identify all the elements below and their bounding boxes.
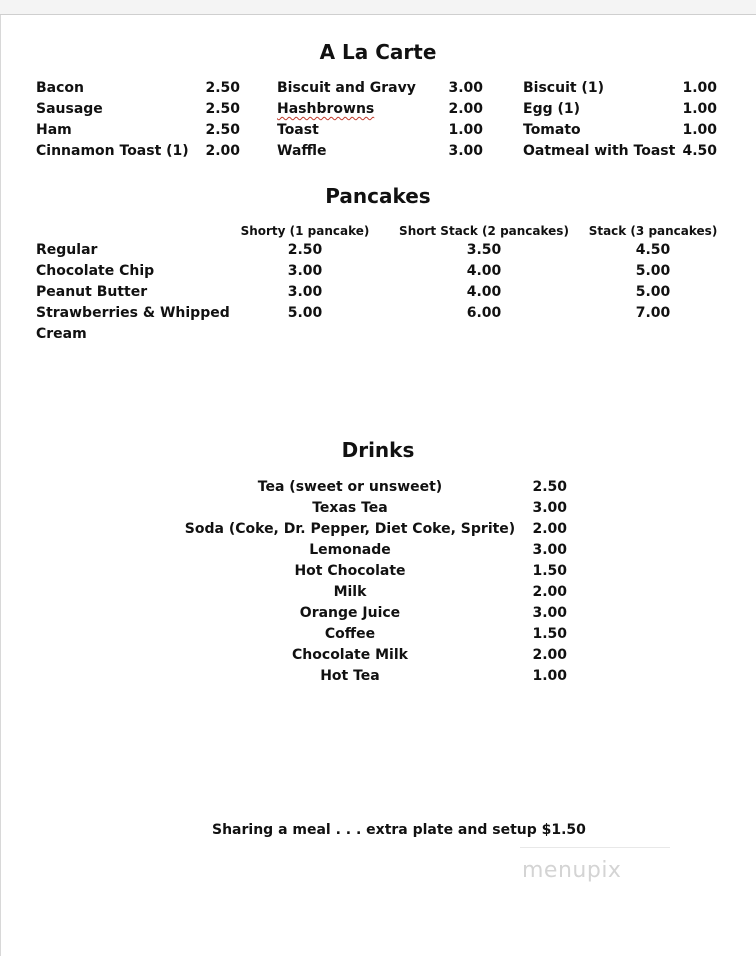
pancake-price: 4.00 <box>466 263 502 279</box>
drink-price: 1.50 <box>532 563 567 579</box>
pancake-price: 5.00 <box>635 284 671 300</box>
pancake-name-continued: Cream <box>36 326 87 342</box>
menu-item-name: Egg (1) <box>523 101 581 117</box>
menu-item-price: 2.50 <box>205 122 240 138</box>
pancake-price: 2.50 <box>287 242 323 258</box>
menu-item-price: 2.00 <box>448 101 483 117</box>
menu-item-name: Biscuit (1) <box>523 80 604 96</box>
drink-name: Coffee <box>324 626 376 642</box>
menu-item-name: Oatmeal with Toast <box>523 143 676 159</box>
menu-item-name: Hashbrowns <box>277 101 375 117</box>
drink-price: 2.00 <box>532 521 567 537</box>
watermark-rule <box>520 847 670 848</box>
menu-item-price: 3.00 <box>448 143 483 159</box>
menu-item-price: 4.50 <box>682 143 717 159</box>
pancakes-heading: Pancakes <box>325 184 431 208</box>
drink-price: 2.00 <box>532 647 567 663</box>
pancake-price: 4.50 <box>635 242 671 258</box>
menu-item-price: 2.00 <box>205 143 240 159</box>
window-top-edge <box>0 0 756 15</box>
drink-price: 1.00 <box>532 668 567 684</box>
menu-item-name: Bacon <box>36 80 85 96</box>
drink-name: Orange Juice <box>299 605 401 621</box>
menu-item-price: 1.00 <box>448 122 483 138</box>
drink-name: Tea (sweet or unsweet) <box>257 479 443 495</box>
drink-name: Hot Chocolate <box>294 563 406 579</box>
pancake-price: 3.50 <box>466 242 502 258</box>
menupix-watermark: menupix <box>522 858 622 883</box>
pancake-size-header: Shorty (1 pancake) <box>240 224 370 238</box>
drink-name: Milk <box>333 584 367 600</box>
drink-name: Lemonade <box>309 542 391 558</box>
drink-price: 3.00 <box>532 542 567 558</box>
pancake-name: Chocolate Chip <box>36 263 155 279</box>
drink-name: Soda (Coke, Dr. Pepper, Diet Coke, Sprite) <box>184 521 516 537</box>
menu-item-price: 2.50 <box>205 80 240 96</box>
menu-item-price: 3.00 <box>448 80 483 96</box>
pancake-price: 3.00 <box>287 284 323 300</box>
pancake-name: Strawberries & Whipped <box>36 305 230 321</box>
pancake-size-header: Stack (3 pancakes) <box>588 224 718 238</box>
pancake-size-header: Short Stack (2 pancakes) <box>399 224 569 238</box>
menu-item-name: Sausage <box>36 101 103 117</box>
menu-item-name: Waffle <box>277 143 327 159</box>
pancake-price: 7.00 <box>635 305 671 321</box>
drink-name: Hot Tea <box>320 668 380 684</box>
pancake-price: 5.00 <box>635 263 671 279</box>
menu-item-price: 1.00 <box>682 122 717 138</box>
drink-name: Chocolate Milk <box>292 647 408 663</box>
pancake-price: 4.00 <box>466 284 502 300</box>
menu-item-name: Toast <box>277 122 319 138</box>
drink-price: 3.00 <box>532 605 567 621</box>
menu-item-price: 2.50 <box>205 101 240 117</box>
menu-item-name: Tomato <box>523 122 581 138</box>
sharing-note: Sharing a meal . . . extra plate and setup $1.50 <box>212 822 586 838</box>
pancake-price: 5.00 <box>287 305 323 321</box>
drink-price: 2.00 <box>532 584 567 600</box>
pancake-price: 3.00 <box>287 263 323 279</box>
drink-price: 3.00 <box>532 500 567 516</box>
pancake-name: Regular <box>36 242 98 258</box>
a-la-carte-heading: A La Carte <box>319 40 437 64</box>
drink-price: 1.50 <box>532 626 567 642</box>
pancake-name: Peanut Butter <box>36 284 148 300</box>
drink-price: 2.50 <box>532 479 567 495</box>
menu-item-name: Ham <box>36 122 72 138</box>
menu-item-name: Biscuit and Gravy <box>277 80 416 96</box>
menu-item-price: 1.00 <box>682 80 717 96</box>
menu-item-price: 1.00 <box>682 101 717 117</box>
pancake-price: 6.00 <box>466 305 502 321</box>
menu-item-name: Cinnamon Toast (1) <box>36 143 189 159</box>
drink-name: Texas Tea <box>312 500 388 516</box>
drinks-heading: Drinks <box>341 438 415 462</box>
